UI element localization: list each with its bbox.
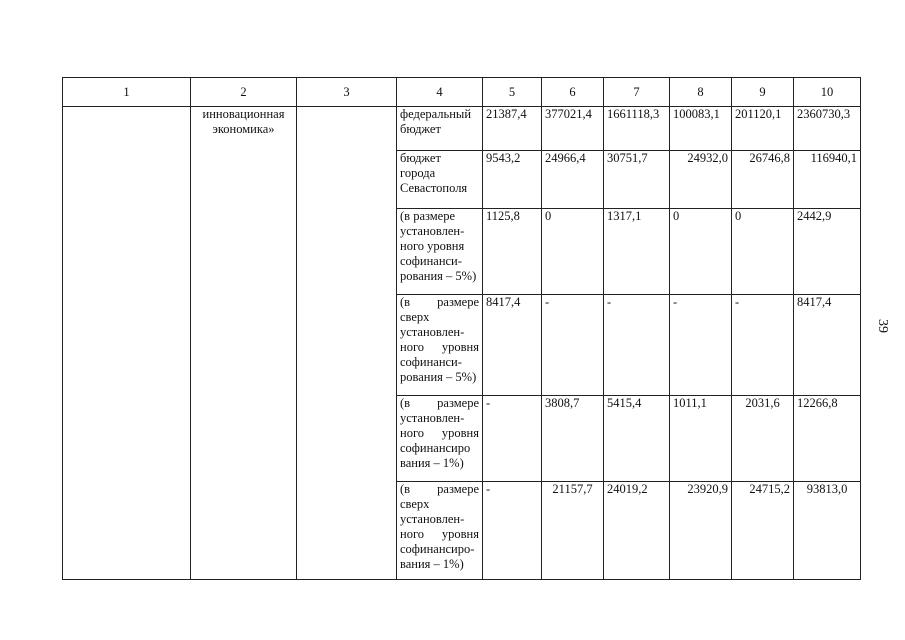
program-name-cell: инновационная экономика» xyxy=(191,107,297,580)
funding-source: (в размере сверх установлен-ного уровня софинансиро-вания – 1%) xyxy=(397,482,483,580)
table-row xyxy=(63,107,861,151)
page-number: 39 xyxy=(875,319,890,333)
value-cell: 0 xyxy=(670,209,732,295)
value-cell: 1125,8 xyxy=(483,209,542,295)
value-cell: 3808,7 xyxy=(542,396,604,482)
column-header: 2 xyxy=(191,78,297,107)
value-cell: 1317,1 xyxy=(604,209,670,295)
value-cell: 24932,0 xyxy=(670,151,732,209)
value-cell: 2031,6 xyxy=(732,396,794,482)
value-cell: - xyxy=(483,482,542,580)
value-cell: 21157,7 xyxy=(542,482,604,580)
value-cell: 12266,8 xyxy=(794,396,861,482)
value-cell: 377021,4 xyxy=(542,107,604,151)
value-cell: 26746,8 xyxy=(732,151,794,209)
funding-source: (в размере установлен-ного уровня софинанси-рования – 5%) xyxy=(397,209,483,295)
value-cell: 0 xyxy=(542,209,604,295)
column-header: 10 xyxy=(794,78,861,107)
value-cell: 201120,1 xyxy=(732,107,794,151)
value-cell: 1661118,3 xyxy=(604,107,670,151)
value-cell: 8417,4 xyxy=(794,295,861,396)
value-cell: - xyxy=(604,295,670,396)
funding-source: федеральный бюджет xyxy=(397,107,483,151)
column-header: 6 xyxy=(542,78,604,107)
funding-source: (в размере сверх установлен-ного уровня софинанси-рования – 5%) xyxy=(397,295,483,396)
value-cell: 8417,4 xyxy=(483,295,542,396)
value-cell: 9543,2 xyxy=(483,151,542,209)
value-cell: 2442,9 xyxy=(794,209,861,295)
column-header: 7 xyxy=(604,78,670,107)
column-header: 1 xyxy=(63,78,191,107)
value-cell: 24715,2 xyxy=(732,482,794,580)
value-cell: 5415,4 xyxy=(604,396,670,482)
column-number-row xyxy=(63,78,861,107)
value-cell: 0 xyxy=(732,209,794,295)
funding-source: бюджет города Севастополя xyxy=(397,151,483,209)
funding-source: (в размере установлен-ного уровня софинансиро вания – 1%) xyxy=(397,396,483,482)
cell-col1-empty xyxy=(63,107,191,580)
value-cell: 100083,1 xyxy=(670,107,732,151)
value-cell: 1011,1 xyxy=(670,396,732,482)
value-cell: 30751,7 xyxy=(604,151,670,209)
value-cell: 24966,4 xyxy=(542,151,604,209)
column-header: 3 xyxy=(297,78,397,107)
value-cell: 116940,1 xyxy=(794,151,861,209)
column-header: 9 xyxy=(732,78,794,107)
value-cell: 93813,0 xyxy=(794,482,861,580)
budget-table xyxy=(62,77,861,580)
column-header: 4 xyxy=(397,78,483,107)
column-header: 5 xyxy=(483,78,542,107)
value-cell: 21387,4 xyxy=(483,107,542,151)
value-cell: - xyxy=(542,295,604,396)
value-cell: 2360730,3 xyxy=(794,107,861,151)
value-cell: - xyxy=(732,295,794,396)
value-cell: 23920,9 xyxy=(670,482,732,580)
value-cell: - xyxy=(483,396,542,482)
value-cell: - xyxy=(670,295,732,396)
column-header: 8 xyxy=(670,78,732,107)
value-cell: 24019,2 xyxy=(604,482,670,580)
cell-col3-empty xyxy=(297,107,397,580)
